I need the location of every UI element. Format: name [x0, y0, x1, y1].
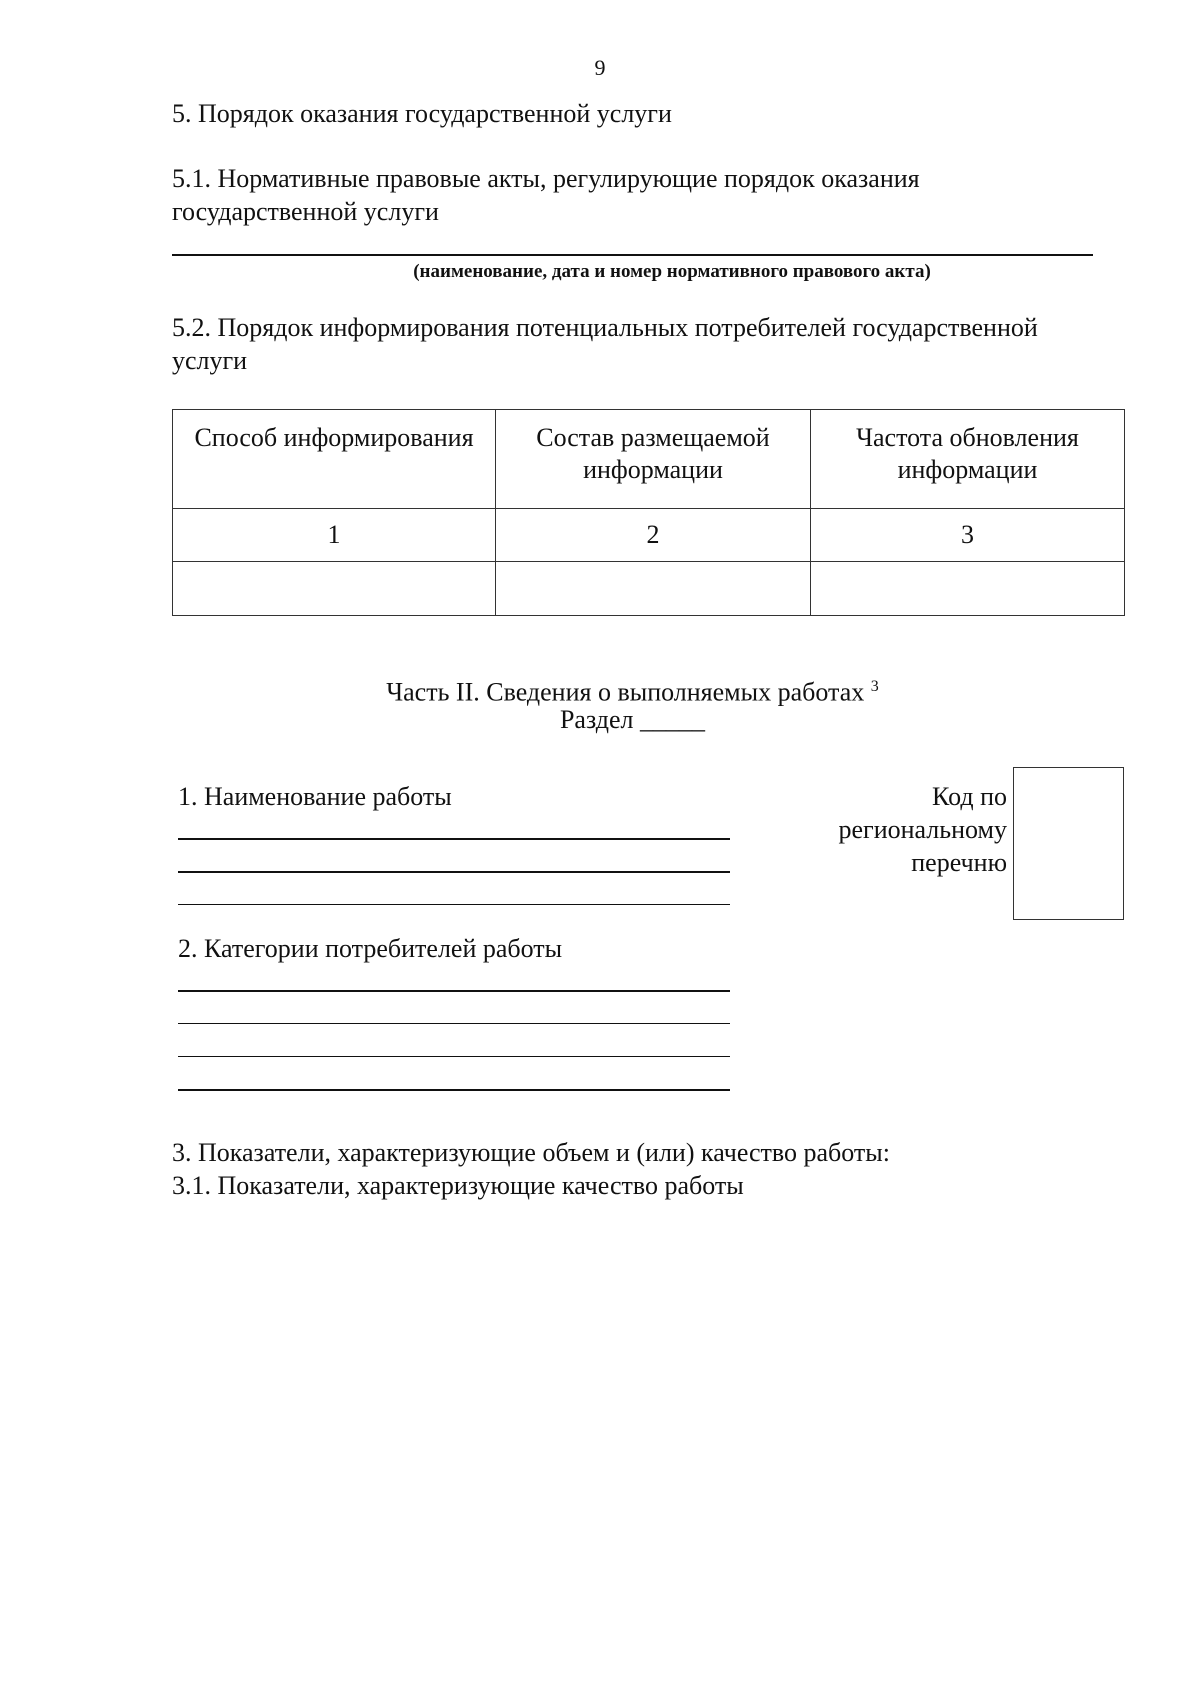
item-5-2-line1: 5.2. Порядок информирования потенциальных потребителей государственной: [172, 313, 1038, 342]
column-number: 1: [173, 509, 496, 562]
indicators-heading: 3. Показатели, характеризующие объем и (или) качество работы:: [172, 1138, 890, 1167]
table-row: [173, 562, 1125, 616]
header-content: Состав размещаемой информации: [496, 410, 811, 509]
item-5-1-line1: 5.1. Нормативные правовые акты, регулирующие порядок оказания: [172, 164, 920, 193]
consumers-label: 2. Категории потребителей работы: [178, 934, 563, 963]
table-number-row: [173, 509, 1125, 562]
regional-code-box[interactable]: [1013, 767, 1124, 920]
page-number: 9: [594, 55, 606, 80]
header-frequency: Частота обновления информации: [811, 410, 1125, 509]
header-method: Способ информирования: [173, 410, 496, 509]
part-2-title: Часть II. Сведения о выполняемых работах $^3$: [386, 677, 879, 707]
work-name-line[interactable]: [178, 904, 730, 905]
consumers-line[interactable]: [178, 1089, 730, 1091]
work-name-line[interactable]: [178, 871, 730, 873]
column-number: 2: [496, 509, 811, 562]
table-cell[interactable]: [173, 562, 496, 616]
table-header-row: [173, 410, 1125, 509]
section-label: Раздел _____: [559, 705, 706, 734]
consumers-line[interactable]: [178, 1056, 730, 1057]
consumers-line[interactable]: [178, 1023, 730, 1024]
consumers-line[interactable]: [178, 990, 730, 992]
work-name-line[interactable]: [178, 838, 730, 840]
table-cell[interactable]: [811, 562, 1125, 616]
table-cell[interactable]: [496, 562, 811, 616]
item-5-1-line2: государственной услуги: [172, 197, 439, 226]
footnote-mark: 3: [870, 678, 879, 695]
section-5-heading: 5. Порядок оказания государственной услуги: [172, 99, 672, 128]
legal-act-line[interactable]: [172, 254, 1093, 256]
legal-act-caption: (наименование, дата и номер нормативного правового акта): [413, 261, 931, 282]
quality-heading: 3.1. Показатели, характеризующие качество работы: [172, 1171, 744, 1200]
column-number: 3: [811, 509, 1125, 562]
work-name-label: 1. Наименование работы: [178, 782, 452, 811]
code-label: Код по региональному перечню: [838, 782, 1007, 877]
info-table: [172, 409, 1125, 616]
item-5-2-line2: услуги: [172, 346, 248, 375]
